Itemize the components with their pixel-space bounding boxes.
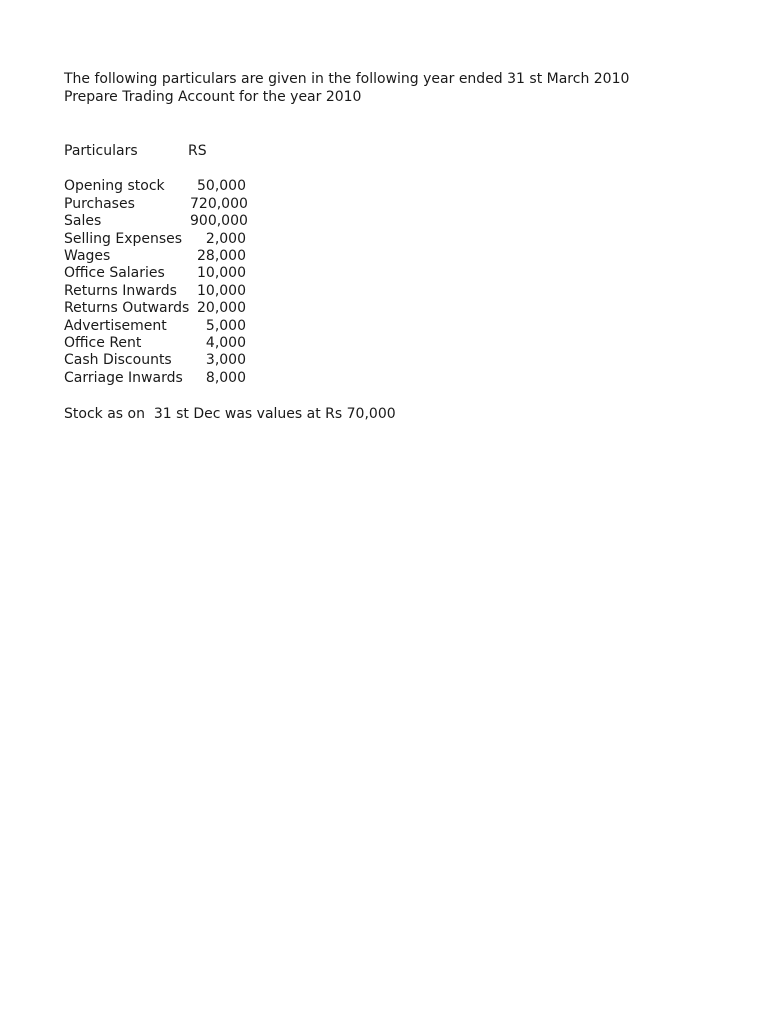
table-row [64,213,629,230]
row-label: Office Salaries [64,265,165,282]
row-label: Selling Expenses [64,230,183,247]
row-label: Sales [64,213,102,230]
row-value: 28,000 [197,247,246,264]
table-row [64,283,629,300]
row-label: Office Rent [64,334,142,351]
particulars-table [64,178,629,387]
row-value: 5,000 [205,317,246,334]
table-row [64,265,629,282]
row-value: 4,000 [205,334,246,351]
row-label: Purchases [64,195,135,212]
row-label: Carriage Inwards [64,369,183,386]
table-row [64,231,629,248]
row-value: 900,000 [190,213,248,230]
row-value: 2,000 [205,230,246,247]
row-value: 20,000 [197,300,246,317]
row-label: Returns Inwards [64,282,177,299]
table-header [64,143,629,160]
row-label: Wages [64,247,111,264]
table-row [64,318,629,335]
footer-note: Stock as on 31 st Dec was values at Rs 70,000 [64,406,396,423]
row-value: 10,000 [197,282,246,299]
spacer [64,387,629,405]
table-row [64,335,629,352]
table-row [64,248,629,265]
row-value: 720,000 [190,195,248,212]
row-value: 50,000 [197,178,246,195]
header-rs: RS [188,143,207,159]
spacer [64,106,629,143]
row-label: Opening stock [64,178,165,195]
table-row [64,196,629,213]
row-value: 10,000 [197,265,246,282]
table-row [64,178,629,195]
intro-line-2: Prepare Trading Account for the year 2010 [64,89,362,105]
row-value: 8,000 [205,369,246,386]
header-particulars: Particulars [64,143,138,159]
row-label: Advertisement [64,317,167,334]
table-row [64,370,629,387]
intro-line-1: The following particulars are given in the following year ended 31 st March 2010 [64,71,630,87]
spacer [64,160,629,178]
document-page [64,70,629,423]
row-value: 3,000 [205,352,246,369]
table-row [64,352,629,369]
row-label: Cash Discounts [64,352,172,369]
table-row [64,300,629,317]
row-label: Returns Outwards [64,300,190,317]
